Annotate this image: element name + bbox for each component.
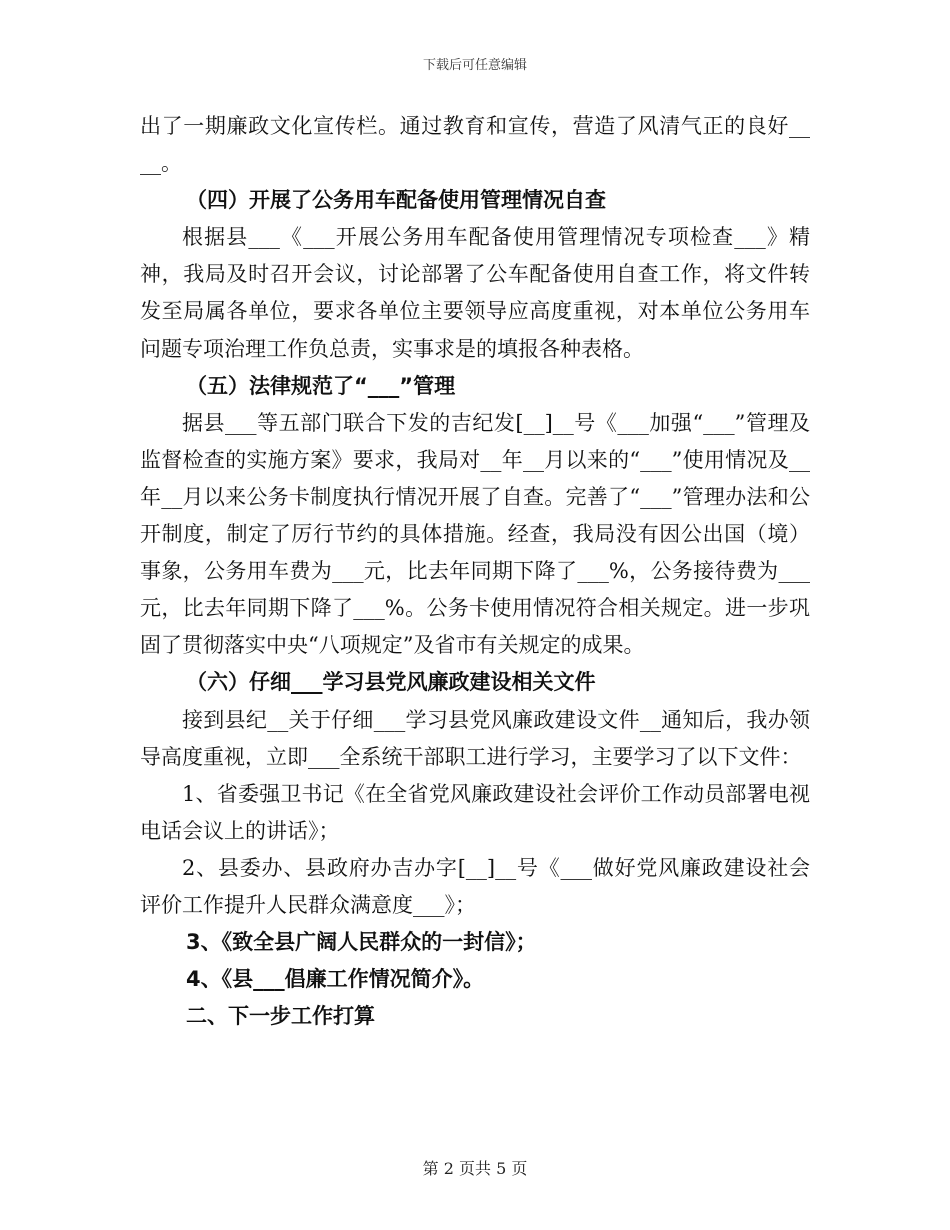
paragraph-vehicle-check: 根据县___《___开展公务用车配备使用管理情况专项检查___》精神，我局及时召开会议，讨论部署了公车配备使用自查工作，将文件转发至局属各单位，要求各单位主要领导应高度重视，对本单位公务用车问题专项治理工作负总责，实事求是的填报各种表格。 xyxy=(140,225,810,361)
paragraph-continuation: 出了一期廉政文化宣传栏。通过教育和宣传，营造了风清气正的良好__ __。 xyxy=(140,114,817,176)
paragraph-regulation: 据县___等五部门联合下发的吉纪发[__]__号《___加强“___”管理及监督检查的实施方案》要求，我局对__年__月以来的“___”使用情况及__年__月以来公务卡制度执行情况开展了自查。完善了“___”管理办法和公开制度，制定了厉行节约的具体措施。经查，我局没有因公出国（境）事象，公务用车费为___元，比去年同期下降了___%，公务接待费为___元，比去年同期下降了___%。公务卡使用情况符合相关规定。进一步巩固了贯彻落实中央“八项规定”及省市有关规定的成果。 xyxy=(140,410,810,658)
section-heading-4: （四）开展了公务用车配备使用管理情况自查 xyxy=(186,188,606,213)
document-body xyxy=(140,108,817,1035)
section-heading-next-plan: 二、下一步工作打算 xyxy=(186,1004,375,1029)
list-item-2: 2、县委办、县政府办吉办字[__]__号《___做好党风廉政建设社会评价工作提升人民群众满意度___》； xyxy=(140,855,810,917)
page-footer: 第 2 页共 5 页 xyxy=(422,1159,528,1178)
list-item-1: 1、省委强卫书记《在全省党风廉政建设社会评价工作动员部署电视电话会议上的讲话》； xyxy=(140,781,810,843)
page-header: 下载后可任意编辑 xyxy=(422,58,527,73)
paragraph-study-intro: 接到县纪__关于仔细___学习县党风廉政建设文件__通知后，我办领导高度重视，立即___全系统干部职工进行学习，主要学习了以下文件： xyxy=(140,707,810,769)
section-heading-6: （六）仔细___学习县党风廉政建设相关文件 xyxy=(186,670,596,695)
section-heading-5: （五）法律规范了“___”管理 xyxy=(186,373,456,398)
list-item-3: 3、《致全县广阔人民群众的一封信》； xyxy=(186,930,537,955)
list-item-4: 4、《县___倡廉工作情况简介》。 xyxy=(186,967,485,992)
